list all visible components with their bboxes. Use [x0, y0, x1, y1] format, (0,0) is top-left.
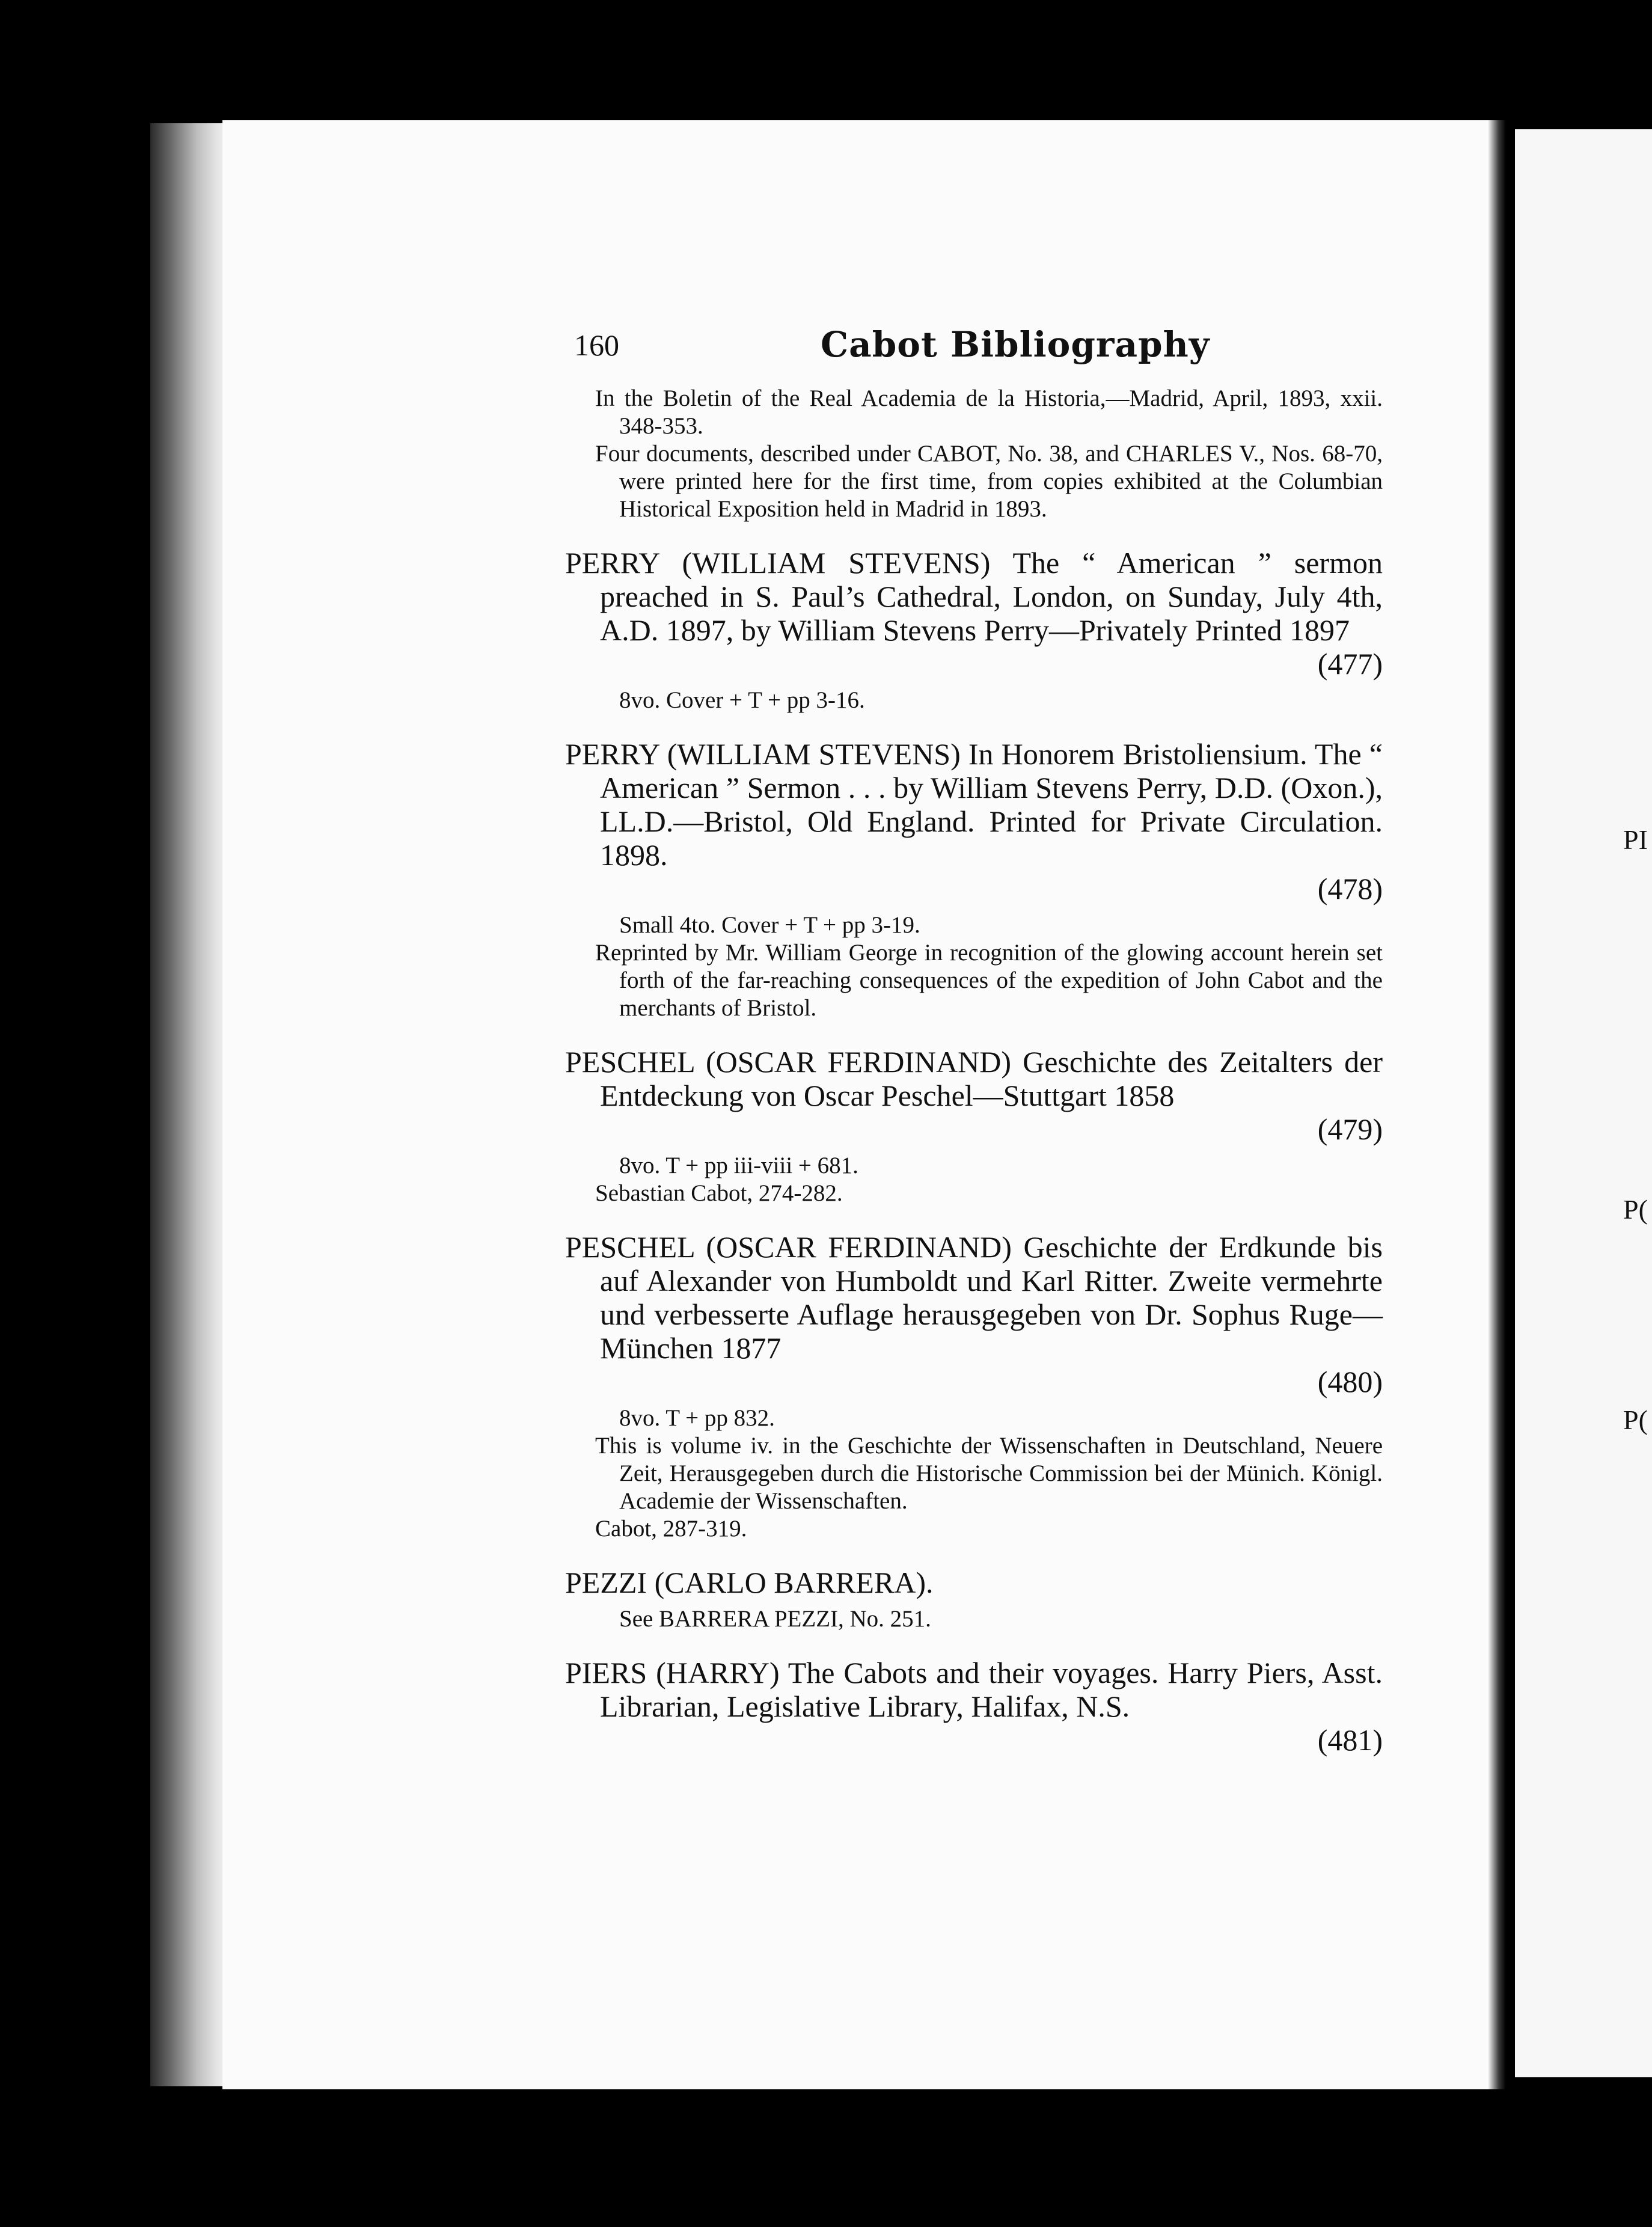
bibliography-text — [565, 385, 1383, 1757]
page-number: 160 — [574, 328, 619, 362]
bibliography-entry — [565, 546, 1383, 714]
entry-collation: 8vo. T + pp 832. — [619, 1405, 775, 1431]
entry-note: Cabot, 287-319. — [595, 1516, 747, 1542]
entry-title: PIERS (HARRY) The Cabots and their voyages. Harry Piers, Asst. Librarian, Legislative Library, Halifax, N.S. — [565, 1656, 1383, 1723]
entry-collation: 8vo. Cover + T + pp 3-16. — [619, 687, 865, 713]
entry-title: PEZZI (CARLO BARRERA). — [565, 1566, 934, 1599]
entry-number: (477) — [1317, 647, 1383, 681]
facing-page-fragment: P( — [1623, 1405, 1648, 1435]
entry-note: Reprinted by Mr. William George in recognition of the glowing account herein set forth of the far-reaching consequences of the expedition of John Cabot and the merchants of Bristol. — [595, 940, 1383, 1021]
book-gutter — [1488, 120, 1506, 2089]
running-title: Cabot Bibliography — [821, 324, 1210, 365]
entry-number: (478) — [1317, 872, 1383, 905]
bibliography-entry — [565, 737, 1383, 1022]
entry-note: This is volume iv. in the Geschichte der Wissenschaften in Deutschland, Neuere Zeit, Herausgegeben durch die Historische Commission bei der Münich. Königl. Academie der Wissenschaften. — [595, 1433, 1383, 1514]
entry-note: Sebastian Cabot, 274-282. — [595, 1180, 843, 1206]
bibliography-entry — [565, 1566, 1383, 1633]
entry-title: PERRY (WILLIAM STEVENS) The “ American ” sermon preached in S. Paul’s Cathedral, London, on Sunday, July 4th, A.D. 1897, by William Stevens Perry—Privately Printed 1897 — [565, 546, 1383, 647]
page-header — [574, 324, 1374, 376]
entry-number: (480) — [1317, 1365, 1383, 1398]
book-page-edge — [150, 123, 234, 2086]
bibliography-entry — [565, 1656, 1383, 1757]
entry-number: (479) — [1317, 1112, 1383, 1146]
intro-note: Four documents, described under CABOT, No. 38, and CHARLES V., Nos. 68-70, were printed here for the first time, from copies exhibited at the Columbian Historical Exposition held in Madrid in 1893. — [595, 441, 1383, 522]
entry-title: PESCHEL (OSCAR FERDINAND) Geschichte des Zeitalters der Entdeckung von Oscar Peschel—Stuttgart 1858 — [565, 1045, 1383, 1112]
entry-collation: Small 4to. Cover + T + pp 3-19. — [619, 912, 920, 938]
facing-page-fragment: P( — [1623, 1194, 1648, 1225]
intro-note: In the Boletin of the Real Academia de la Historia,—Madrid, April, 1893, xxii. 348-353. — [595, 385, 1383, 439]
entry-collation: 8vo. T + pp iii-viii + 681. — [619, 1153, 858, 1178]
bibliography-entry — [565, 1045, 1383, 1207]
entry-title: PESCHEL (OSCAR FERDINAND) Geschichte der Erdkunde bis auf Alexander von Humboldt und Karl Ritter. Zweite vermehrte und verbesserte Auflage herausgegeben von Dr. Sophus Ruge—München 1877 — [565, 1230, 1383, 1365]
bibliography-entry — [565, 1230, 1383, 1543]
entry-title: PERRY (WILLIAM STEVENS) In Honorem Bristoliensium. The “ American ” Sermon . . . by William Stevens Perry, D.D. (Oxon.), LL.D.—Bristol, Old England. Printed for Private Circulation. 1898. — [565, 737, 1383, 872]
entry-number: (481) — [1317, 1723, 1383, 1757]
facing-page — [1515, 129, 1652, 2077]
entry-cross-reference: See BARRERA PEZZI, No. 251. — [619, 1606, 931, 1632]
facing-page-fragment: PI — [1623, 824, 1648, 855]
